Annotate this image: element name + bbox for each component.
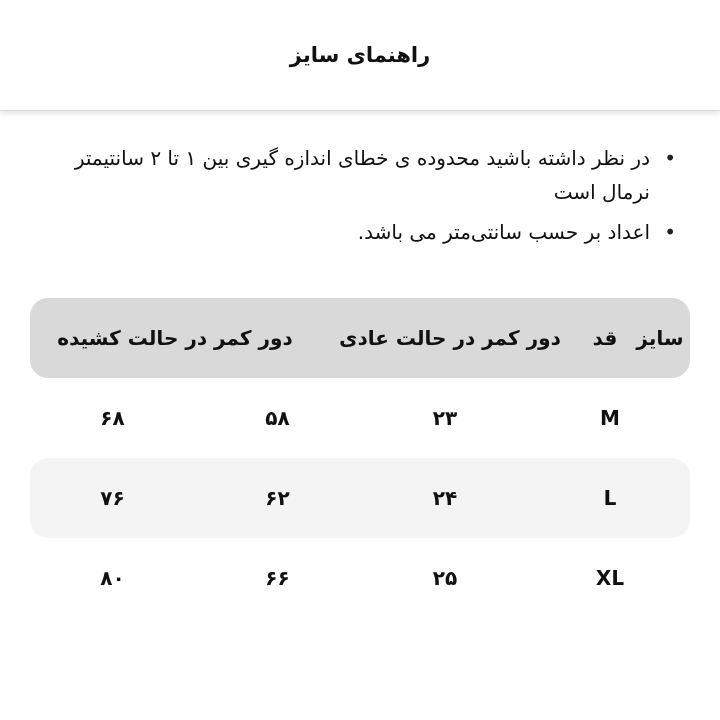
page-title: راهنمای سایز <box>289 43 431 67</box>
cell-waist-stretched: ۸۰ <box>100 566 125 590</box>
cell-waist-normal: ۶۲ <box>265 486 290 510</box>
cell-size: XL <box>595 566 625 590</box>
notes-list <box>40 141 676 249</box>
cell-waist-normal: ۶۶ <box>265 566 290 590</box>
cell-height: ۲۵ <box>432 566 458 590</box>
table-row <box>30 378 690 458</box>
header-size: سایز <box>636 326 684 350</box>
cell-waist-stretched: ۶۸ <box>100 406 125 430</box>
cell-waist-normal: ۵۸ <box>265 406 290 430</box>
header-waist-normal: دور کمر در حالت عادی <box>339 326 561 350</box>
cell-size: L <box>603 486 617 510</box>
note-item: • در نظر داشته باشید محدوده ی خطای اندازه گیری بین ۱ تا ۲ سانتیمتر نرمال است <box>40 141 676 209</box>
cell-size: M <box>600 406 620 430</box>
size-table <box>30 298 690 618</box>
page-header <box>0 0 720 111</box>
cell-height: ۲۳ <box>432 406 458 430</box>
table-row <box>30 538 690 618</box>
cell-waist-stretched: ۷۶ <box>100 486 125 510</box>
table-row <box>30 458 690 538</box>
note-item: • اعداد بر حسب سانتی‌متر می باشد. <box>40 215 676 249</box>
header-waist-stretched: دور کمر در حالت کشیده <box>57 326 293 350</box>
cell-height: ۲۴ <box>432 486 458 510</box>
table-header-row <box>30 298 690 378</box>
header-height: قد <box>592 326 618 350</box>
